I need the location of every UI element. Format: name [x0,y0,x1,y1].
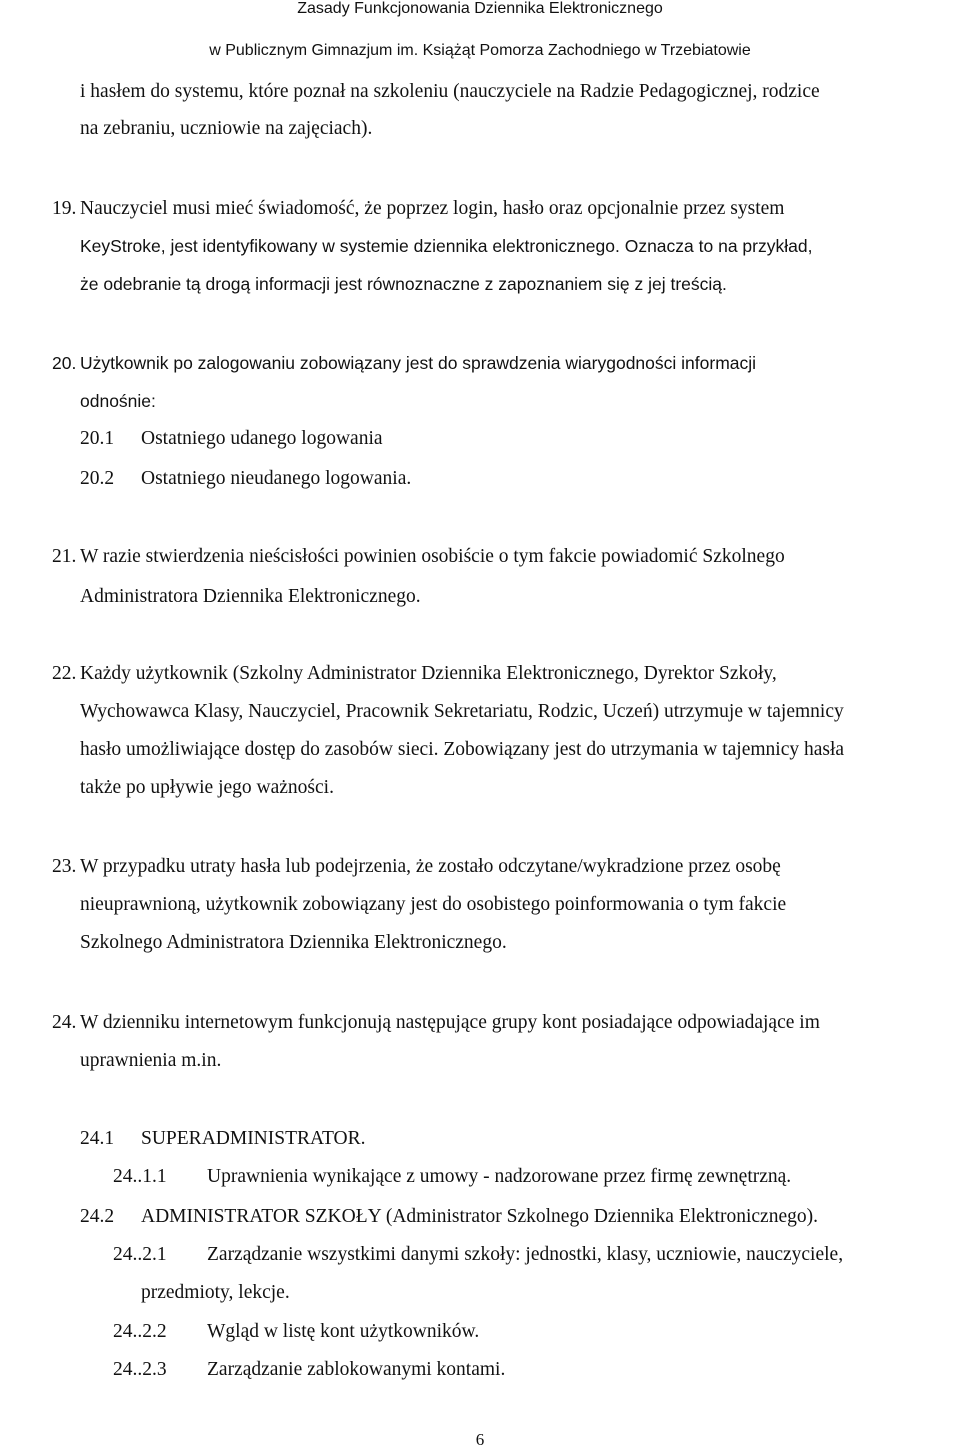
item-22-line-1: Każdy użytkownik (Szkolny Administrator Dziennika Elektronicznego, Dyrektor Szkoły, [80,663,777,684]
item-22-line-3: hasło umożliwiające dostęp do zasobów sieci. Zobowiązany jest do utrzymania w tajemnicy hasła [80,739,845,760]
item-24-line-2: uprawnienia m.in. [80,1050,222,1071]
item-21-line-2: Administratora Dziennika Elektronicznego. [80,586,421,607]
item-19-line-3: że odebranie tą drogą informacji jest równoznaczne z zapoznaniem się z jej treścią. [80,274,727,294]
item-24-2-1-text: Zarządzanie wszystkimi danymi szkoły: jednostki, klasy, uczniowie, nauczyciele, [207,1244,844,1265]
item-24-2-number: 24.2 [80,1206,115,1227]
page-number: 6 [475,1430,485,1449]
item-23-line-1: W przypadku utraty hasła lub podejrzenia, że zostało odczytane/wykradzione przez osobę [80,856,781,877]
header-subtitle: w Publicznym Gimnazjum im. Książąt Pomorza Zachodniego w Trzebiatowie [209,42,751,59]
item-23-number: 23. [52,856,77,877]
item-20-2-number: 20.2 [80,468,115,489]
item-24-1-number: 24.1 [80,1128,115,1149]
item-19-number: 19. [52,198,77,219]
item-24-line-1: W dzienniku internetowym funkcjonują następujące grupy kont posiadające odpowiadające im [80,1012,820,1033]
item-24-1-text: SUPERADMINISTRATOR. [141,1128,366,1149]
item-24-2-3-text: Zarządzanie zablokowanymi kontami. [207,1359,506,1380]
item-19-line-2 [80,234,812,259]
item-19-line-2a: KeyStroke, jest identyfikowany w systemie dziennika elektronicznego. [80,236,620,256]
item-24-2-3-number: 24..2.3 [113,1359,167,1380]
item-24-2-2-text: Wgląd w listę kont użytkowników. [207,1321,480,1342]
item-22-number: 22. [52,663,77,684]
item-20-2-text: Ostatniego nieudanego logowania. [141,468,412,489]
item-24-1-1-number: 24..1.1 [113,1166,167,1187]
item-20-1-number: 20.1 [80,428,115,449]
item-24-number: 24. [52,1012,77,1033]
item-23-line-2: nieuprawnioną, użytkownik zobowiązany jest do osobistego poinformowania o tym fakcie [80,894,787,915]
item-20-line-2: odnośnie: [80,391,156,411]
item-22-line-2: Wychowawca Klasy, Nauczyciel, Pracownik Sekretariatu, Rodzic, Uczeń) utrzymuje w tajemnicy [80,701,844,722]
item-19-line-2b: Oznacza to na przykład, [619,236,813,256]
item-21-number: 21. [52,546,77,567]
item-19-line-1: Nauczyciel musi mieć świadomość, że poprzez login, hasło oraz opcjonalnie przez system [80,198,785,219]
item-20-line-1: Użytkownik po zalogowaniu zobowiązany jest do sprawdzenia wiarygodności informacji [80,353,757,373]
item-24-2-text: ADMINISTRATOR SZKOŁY (Administrator Szkolnego Dziennika Elektronicznego). [141,1206,818,1227]
intro-line-1: i hasłem do systemu, które poznał na szkoleniu (nauczyciele na Radzie Pedagogicznej, rodzice [80,81,820,102]
item-20-1-text: Ostatniego udanego logowania [141,428,383,449]
item-24-1-1-text: Uprawnienia wynikające z umowy - nadzorowane przez firmę zewnętrzną. [207,1166,792,1187]
item-24-2-1-continuation: przedmioty, lekcje. [141,1282,290,1303]
header-title: Zasady Funkcjonowania Dziennika Elektronicznego [297,0,663,17]
item-22-line-4: także po upływie jego ważności. [80,777,334,798]
item-23-line-3: Szkolnego Administratora Dziennika Elektronicznego. [80,932,507,953]
item-20-number: 20. [52,353,77,373]
item-24-2-1-number: 24..2.1 [113,1244,167,1265]
item-24-2-2-number: 24..2.2 [113,1321,167,1342]
item-21-line-1: W razie stwierdzenia nieścisłości powinien osobiście o tym fakcie powiadomić Szkolnego [80,546,785,567]
intro-line-2: na zebraniu, uczniowie na zajęciach). [80,118,373,139]
